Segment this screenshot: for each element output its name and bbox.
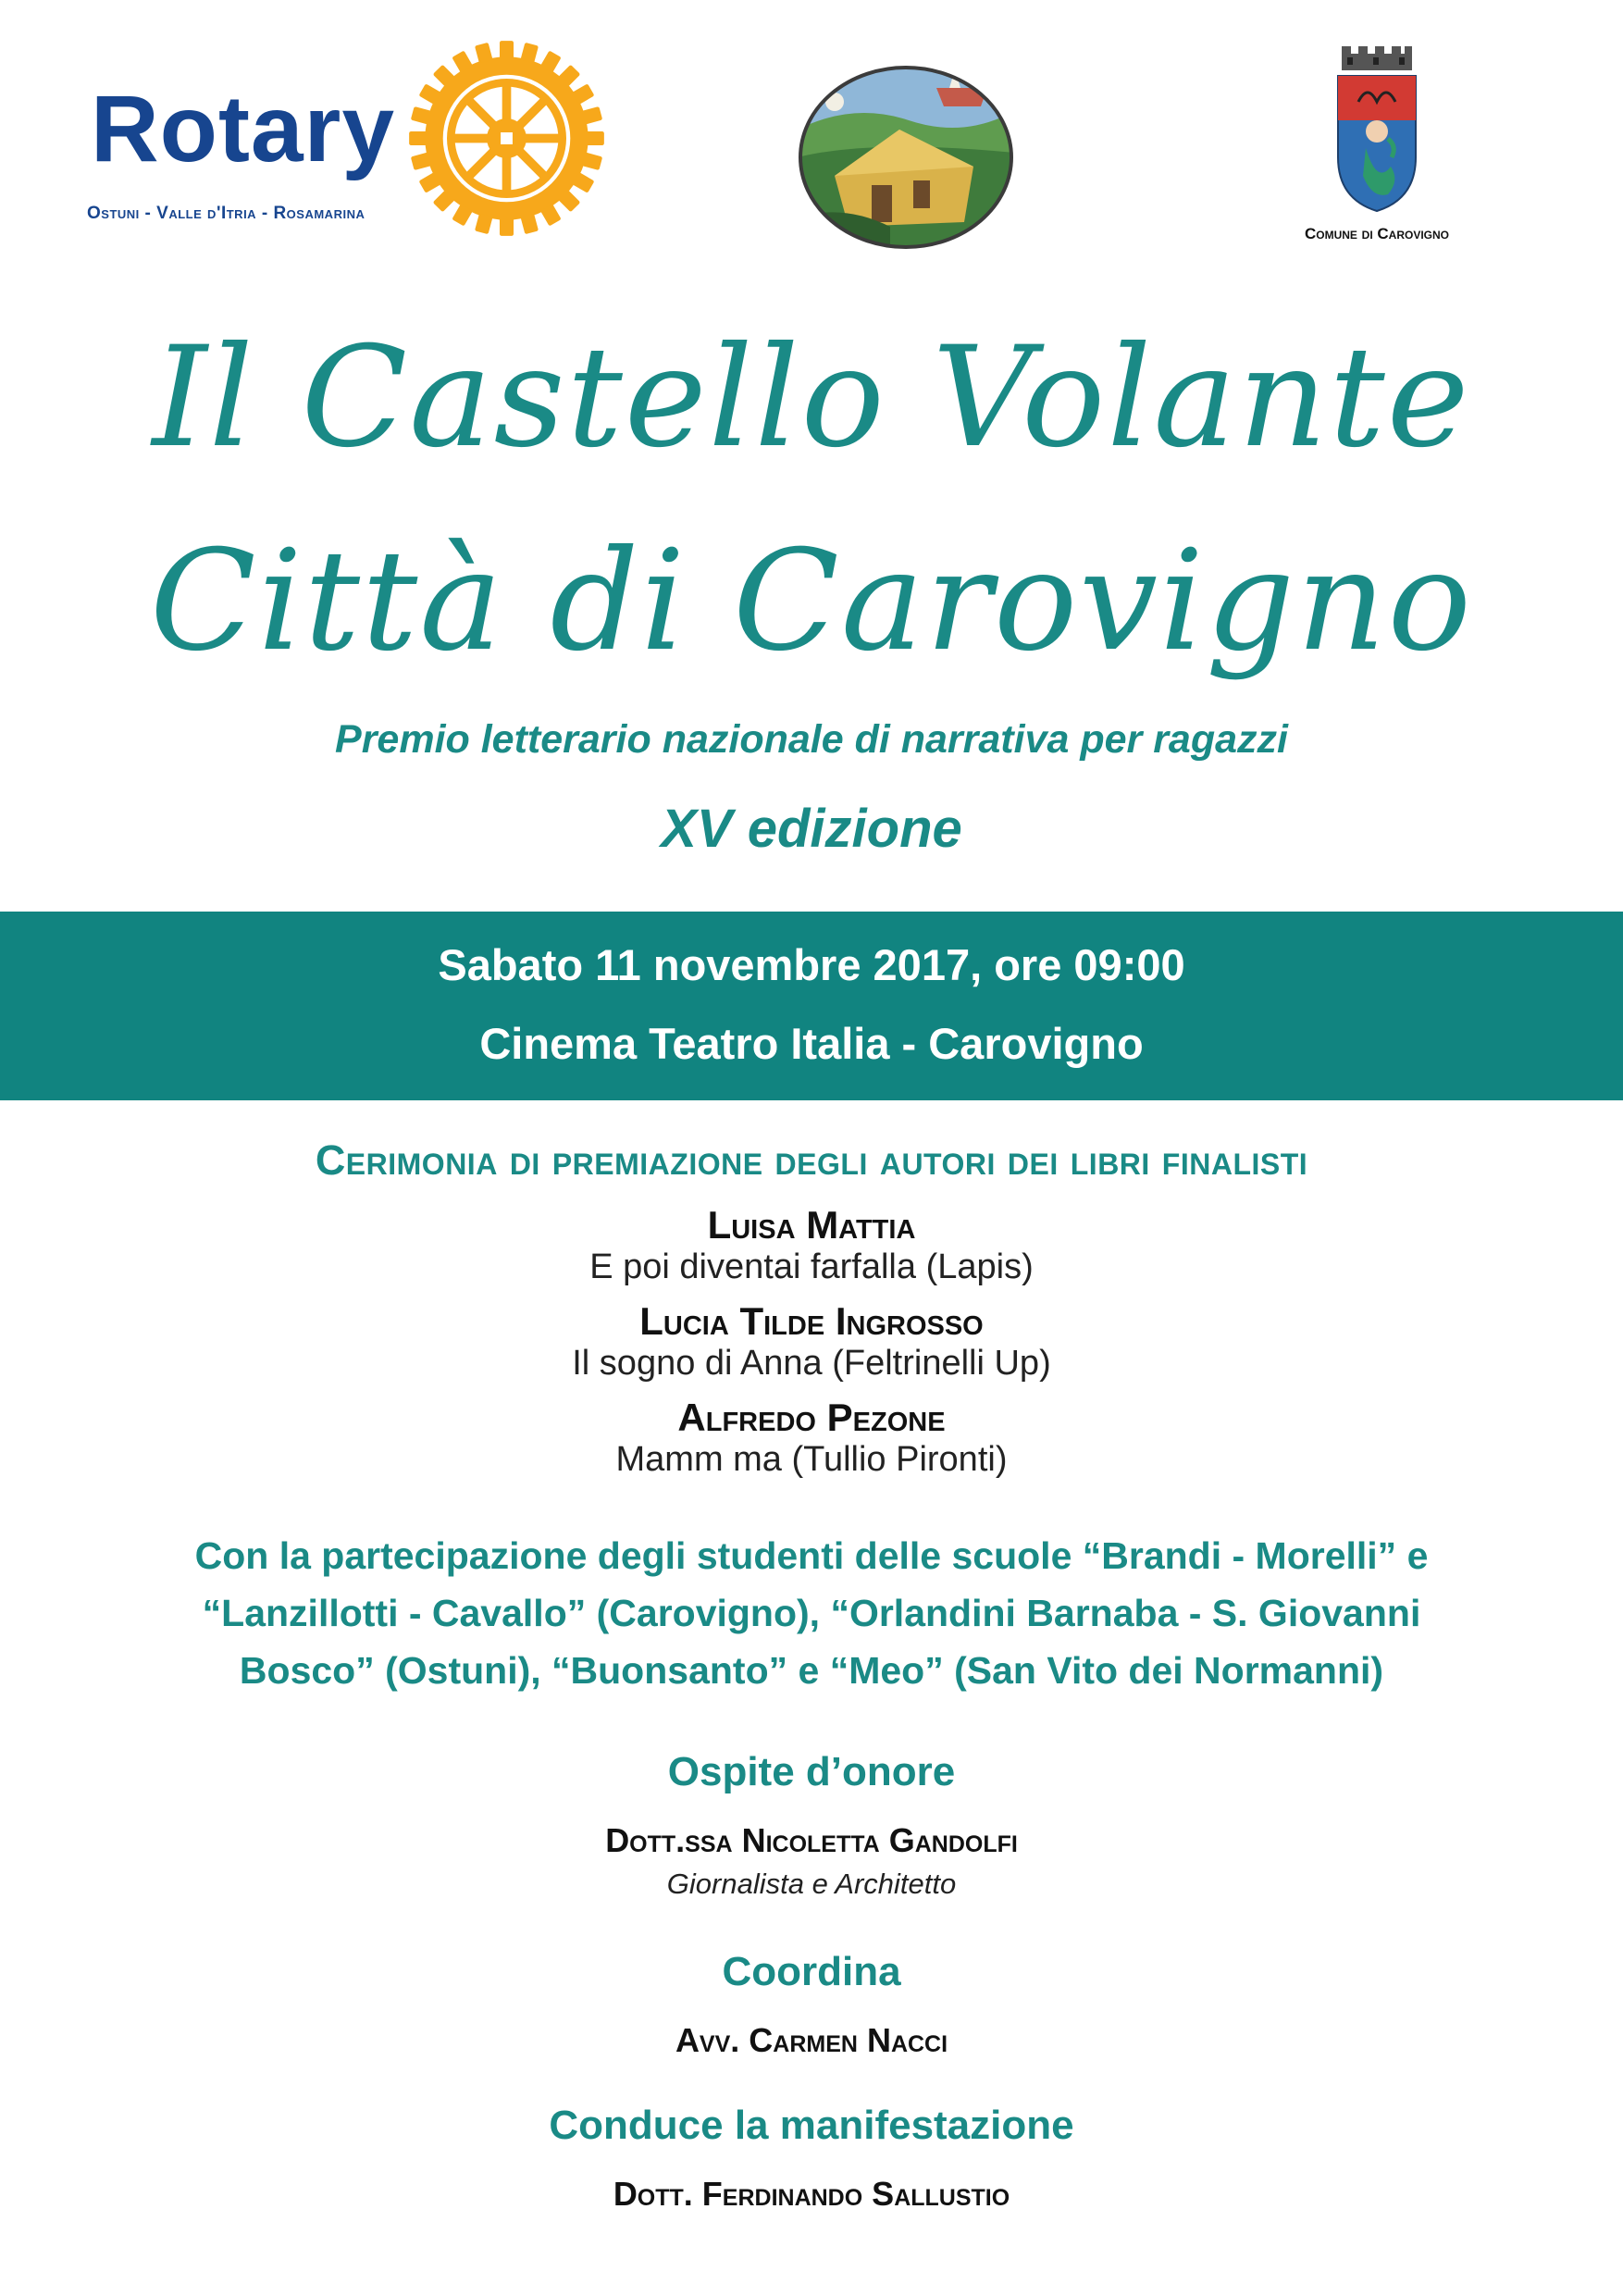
award-subtitle: Premio letterario nazionale di narrativa per ragazzi (335, 717, 1288, 762)
main-title-line-2: Città di Carovigno (150, 521, 1473, 682)
finalist-book: Il sogno di Anna (Feltrinelli Up) (572, 1344, 1051, 1383)
coordinator-name: Avv. Carmen Nacci (675, 2021, 948, 2059)
edition-label: XV edizione (661, 799, 962, 859)
guest-name: Dott.ssa Nicoletta Gandolfi (605, 1821, 1018, 1859)
guest-heading: Ospite d’onore (667, 1749, 956, 1794)
rotary-wheel-icon (407, 39, 606, 238)
finalist-book: Mamm ma (Tullio Pironti) (615, 1440, 1008, 1479)
participation-text-line-2: “Lanzillotti - Cavallo” (Carovigno), “Orlandini Barnaba - S. Giovanni (202, 1592, 1421, 1634)
comune-crest-icon (1331, 46, 1423, 213)
event-date: Sabato 11 novembre 2017, ore 09:00 (438, 940, 1185, 989)
coordinator-heading: Coordina (722, 1949, 901, 1994)
finalist-author: Lucia Tilde Ingrosso (639, 1299, 984, 1343)
participation-text-line-1: Con la partecipazione degli studenti delle scuole “Brandi - Morelli” e (194, 1534, 1429, 1577)
event-venue: Cinema Teatro Italia - Carovigno (479, 1019, 1144, 1068)
guest-role: Giornalista e Architetto (666, 1868, 957, 1900)
ceremony-heading: Cerimonia di premiazione degli autori dei libri finalisti (315, 1136, 1308, 1184)
castello-volante-emblem-icon (798, 65, 1014, 250)
host-heading: Conduce la manifestazione (549, 2103, 1074, 2148)
comune-label: Comune di Carovigno (1304, 225, 1449, 242)
finalist-book: E poi diventai farfalla (Lapis) (589, 1247, 1034, 1286)
rotary-logo-text: Rotary (91, 76, 396, 181)
participation-text-line-3: Bosco” (Ostuni), “Buonsanto” e “Meo” (San Vito dei Normanni) (239, 1649, 1384, 1692)
finalist-author: Alfredo Pezone (677, 1396, 946, 1439)
rotary-club-name: Ostuni - Valle d'Itria - Rosamarina (87, 204, 365, 223)
host-name: Dott. Ferdinando Sallustio (613, 2175, 1010, 2213)
finalist-author: Luisa Mattia (707, 1203, 916, 1247)
main-title-line-1: Il Castello Volante (152, 317, 1471, 478)
